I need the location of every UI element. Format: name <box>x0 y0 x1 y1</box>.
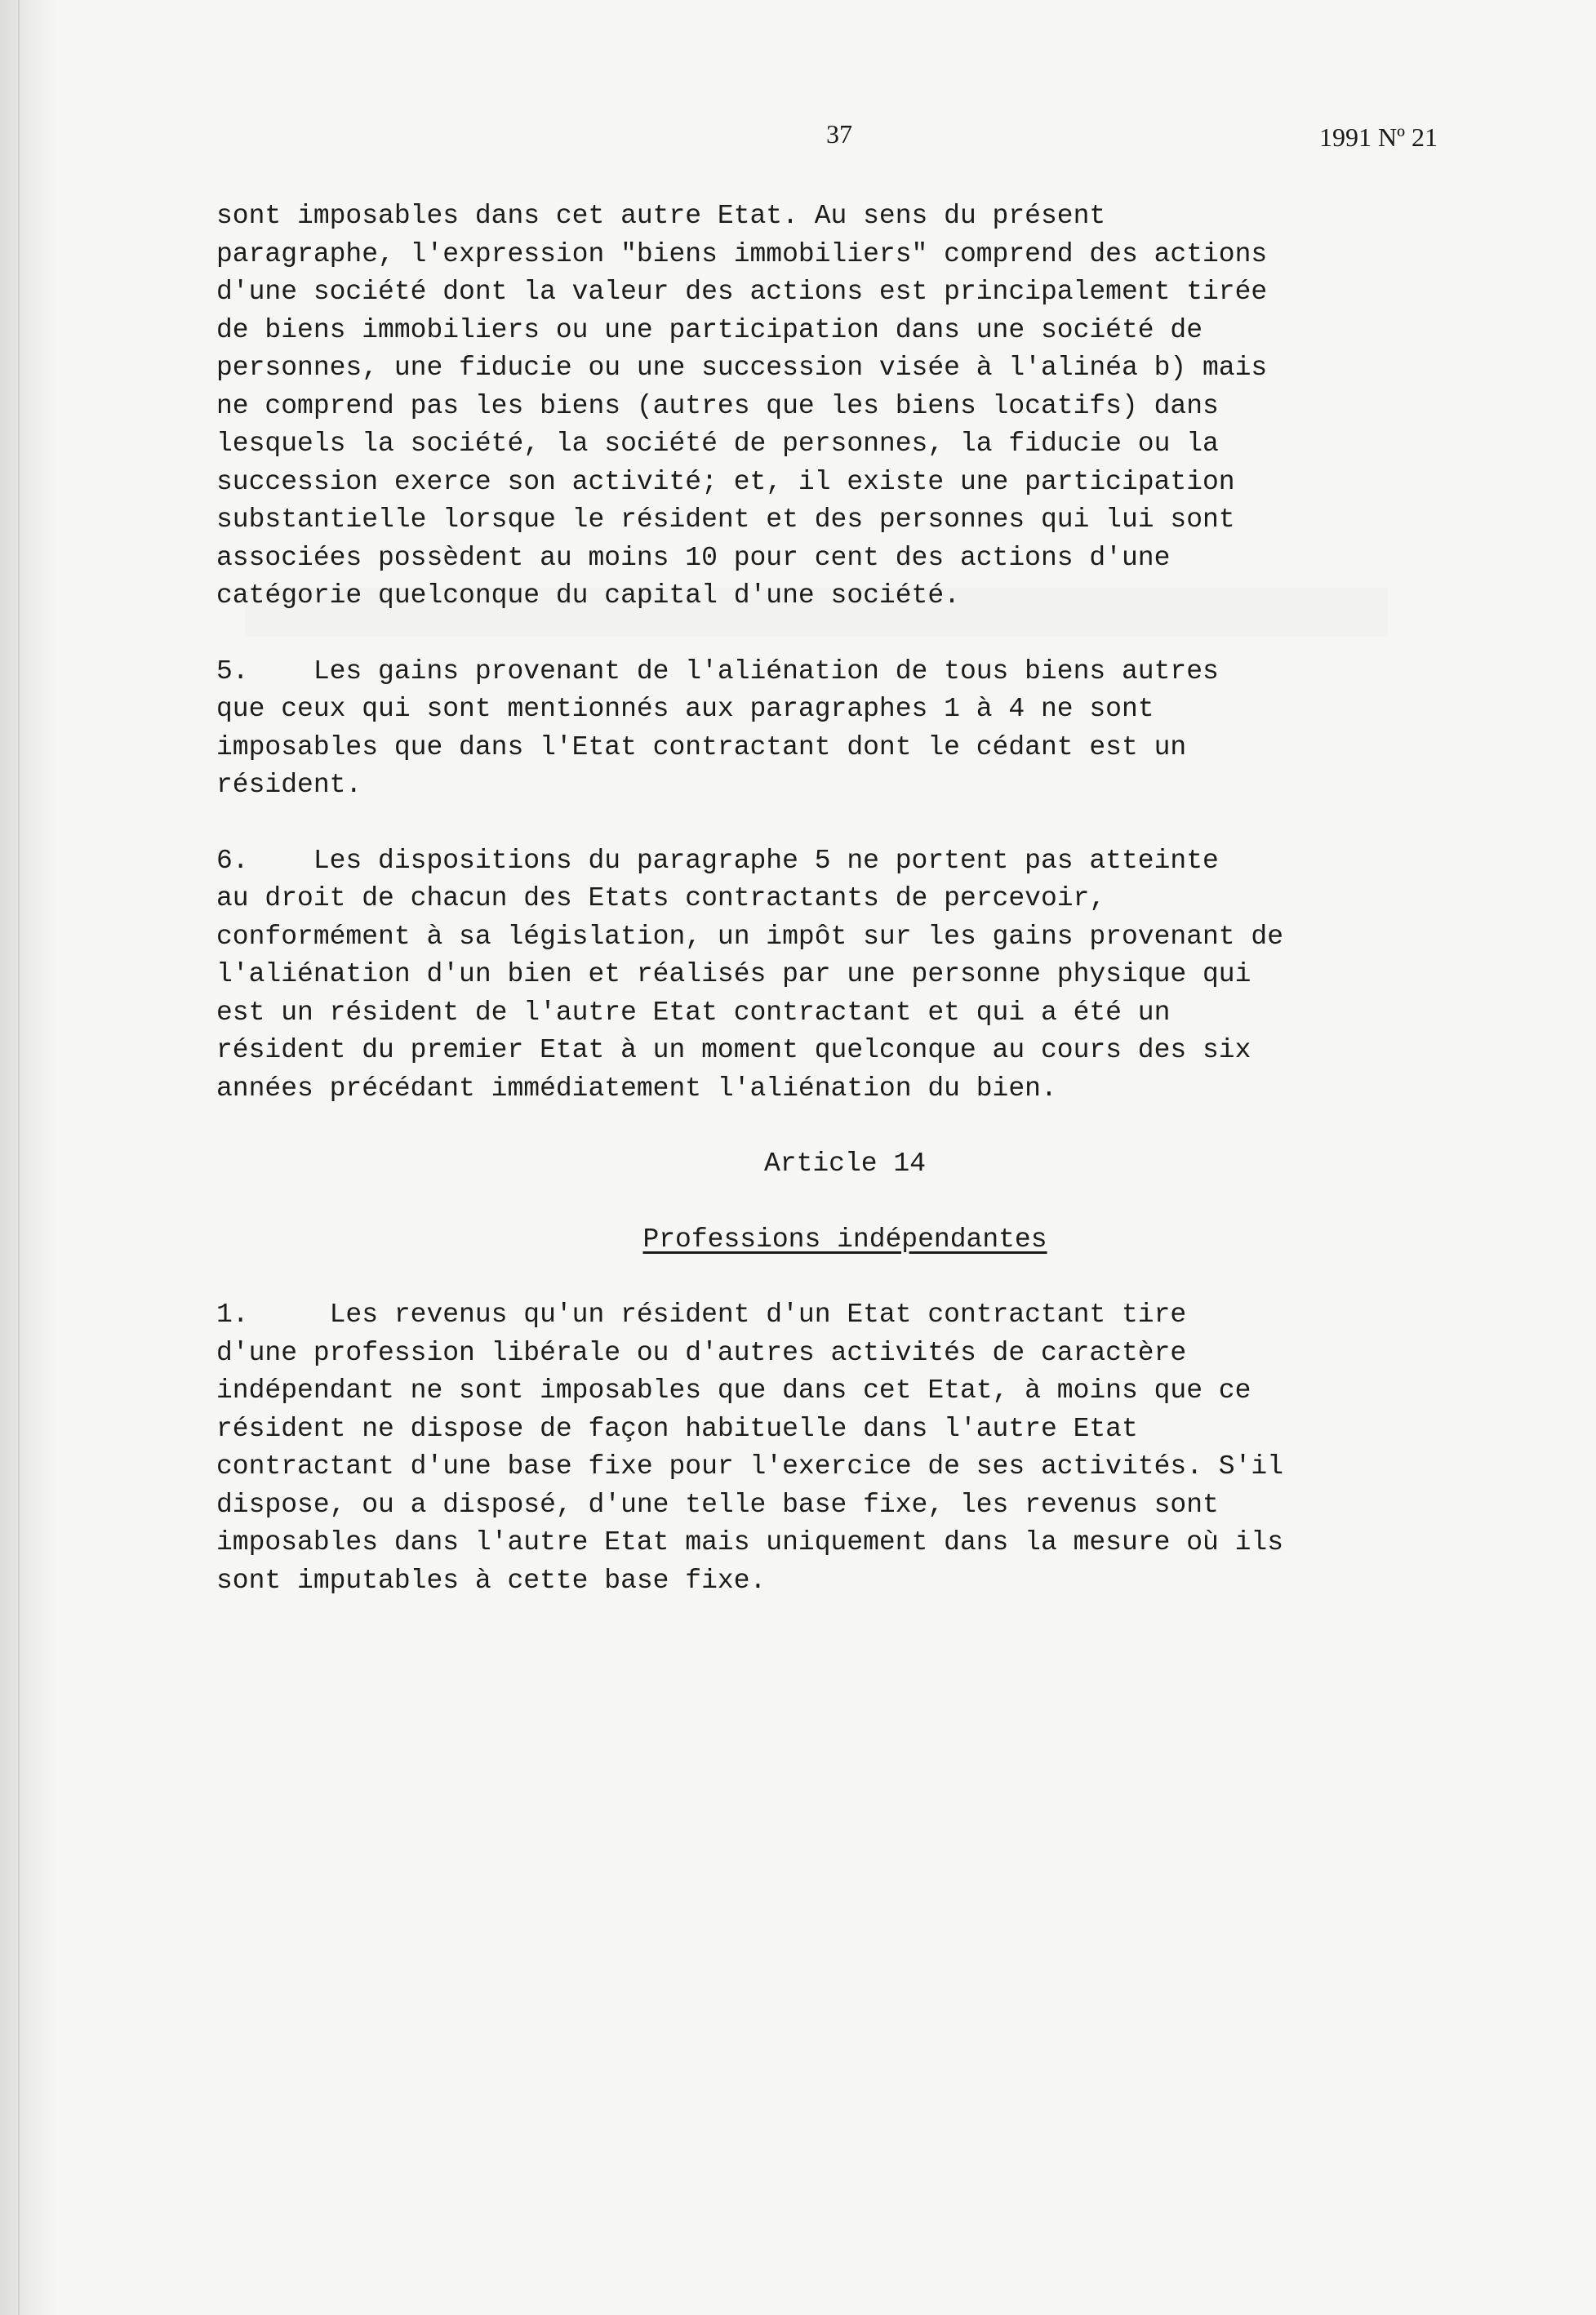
paragraph-gap <box>216 1259 1474 1296</box>
paragraph-5: 5. Les gains provenant de l'aliénation de tous biens autres que ceux qui sont mentionnés aux paragraphes 1 à 4 ne sont imposables que dans l'Etat contractant dont le cédant est un résident. <box>216 655 1219 800</box>
paragraph-gap <box>216 1108 1474 1145</box>
binding-gutter <box>0 0 57 2315</box>
article-14-paragraph-1: 1. Les revenus qu'un résident d'un Etat contractant tire d'une profession libérale ou d'autres activités de caractère indépendant ne sont imposables que dans cet Etat, à moins que ce résident ne dispose de façon habituelle dans l'autre Etat contractant d'une base fixe pour l'exercice de ses activités. S'il dispose, ou a disposé, d'une telle base fixe, les revenus sont imposables dans l'autre Etat mais uniquement dans la mesure où ils sont imputables à cette base fixe. <box>216 1300 1284 1596</box>
treaty-text <box>216 198 1474 1600</box>
article-heading <box>216 1145 1474 1184</box>
article-title-text: Professions indépendantes <box>642 1224 1047 1255</box>
page-number: 37 <box>826 119 852 149</box>
paragraph-gap <box>216 805 1474 842</box>
article-number: Article 14 <box>763 1149 927 1179</box>
article-title <box>216 1221 1474 1260</box>
paragraph-6: 6. Les dispositions du paragraphe 5 ne portent pas atteinte au droit de chacun des Etats contractants de percevoir, conformément à sa législation, un impôt sur les gains provenant de l'aliénation d'un bien et réalisés par une personne physique qui est un résident de l'autre Etat contractant et qui a été un résident du premier Etat à un moment quelconque au cours des six années précédant immédiatement l'aliénation du bien. <box>216 845 1284 1104</box>
paragraph-gap <box>216 615 1474 653</box>
page-fold-line <box>18 0 20 2315</box>
document-reference: 1991 Nº 21 <box>1319 122 1438 152</box>
paragraph-continuation: sont imposables dans cet autre Etat. Au sens du présent paragraphe, l'expression "biens immobiliers" comprend des actions d'une société dont la valeur des actions est principalement tirée de biens immobiliers ou une participation dans une société de personnes, une fiducie ou une succession visée à l'alinéa b) mais ne comprend pas les biens (autres que les biens locatifs) dans lesquels la société, la société de personnes, la fiducie ou la succession exerce son activité; et, il existe une participation substantielle lorsque le résident et des personnes qui lui sont associées possèdent au moins 10 pour cent des actions d'une catégorie quelconque du capital d'une société. <box>216 201 1268 611</box>
paragraph-gap <box>216 1184 1474 1221</box>
